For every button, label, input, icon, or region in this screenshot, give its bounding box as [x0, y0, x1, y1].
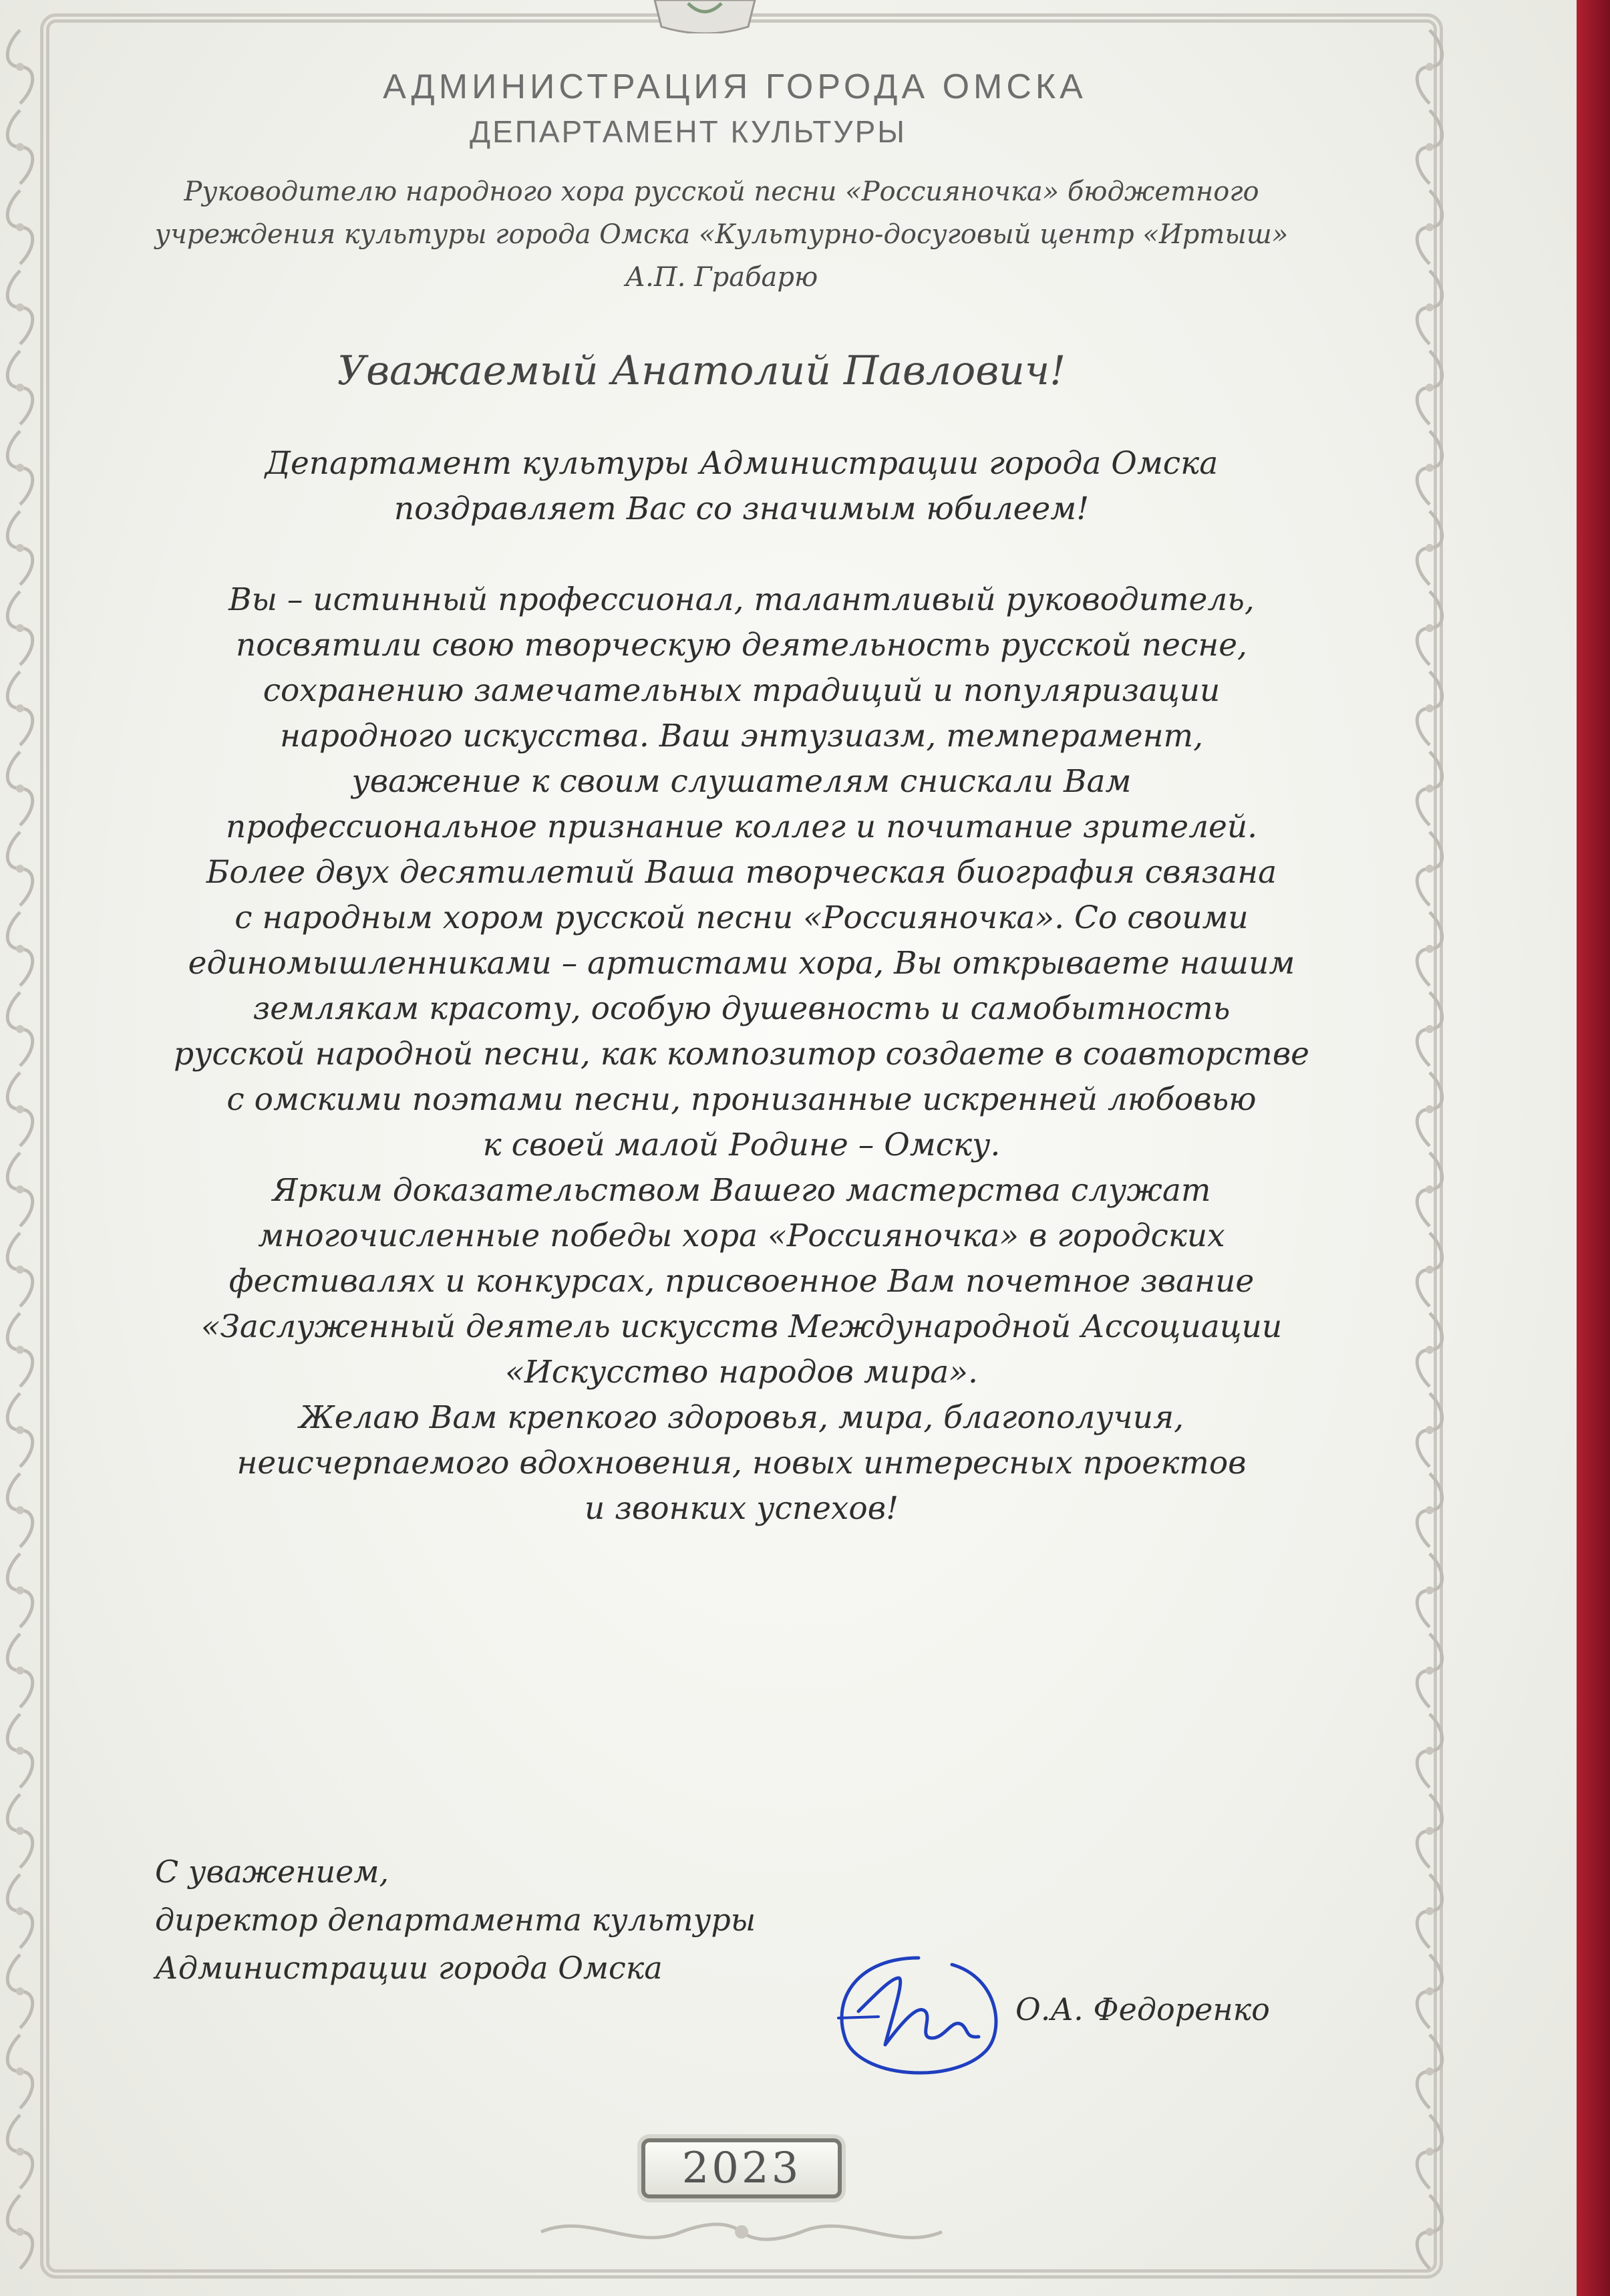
body-line: с народным хором русской песни «Россияночка». Со своими: [234, 899, 1249, 936]
closing-line: С уважением,: [155, 1854, 389, 1890]
department-name: ДЕПАРТАМЕНТ КУЛЬТУРЫ: [469, 114, 907, 149]
body-line: к своей малой Родине – Омску.: [482, 1127, 1001, 1163]
org-name: АДМИНИСТРАЦИЯ ГОРОДА ОМСКА: [383, 67, 1087, 106]
salutation: Уважаемый Анатолий Павлович!: [337, 347, 1066, 394]
closing-block: [155, 1848, 890, 1992]
body-line: многочисленные победы хора «Россияночка» в городских: [258, 1217, 1225, 1254]
addressee-block: [120, 170, 1323, 299]
body-line: Ярким доказательством Вашего мастерства служат: [272, 1172, 1211, 1209]
addressee-line: Руководителю народного хора русской песни «Россияночка» бюджетного: [184, 176, 1259, 207]
body-line: поздравляет Вас со значимым юбилеем!: [393, 490, 1090, 527]
closing-line: Администрации города Омска: [155, 1950, 663, 1986]
body-line: с омскими поэтами песни, пронизанные искренней любовью: [226, 1081, 1257, 1118]
body-line: профессиональное признание коллег и почитание зрителей.: [225, 809, 1258, 845]
signer-name: О.А. Федоренко: [1015, 1991, 1270, 2027]
body-line: и звонких успехов!: [585, 1490, 899, 1527]
handwritten-signature: [818, 1938, 1012, 2088]
bottom-ornament: [534, 2212, 949, 2252]
closing-line: директор департамента культуры: [155, 1902, 756, 1938]
cover-edge: [1577, 0, 1610, 2296]
letter-body: [120, 441, 1363, 1532]
body-line: сохранению замечательных традиций и популяризации: [263, 672, 1221, 709]
body-line: посвятили свою творческую деятельность русской песне,: [236, 627, 1247, 664]
body-line: «Искусство народов мира».: [505, 1354, 978, 1391]
body-line: русской народной песни, как композитор создаете в соавторстве: [174, 1036, 1309, 1072]
body-line: Вы – истинный профессионал, талантливый руководитель,: [228, 581, 1255, 618]
year-plate: 2023: [641, 2138, 842, 2198]
body-line: землякам красоту, особую душевность и самобытность: [253, 990, 1231, 1027]
body-line: народного искусства. Ваш энтузиазм, темперамент,: [279, 718, 1204, 754]
addressee-name: А.П. Грабарю: [625, 262, 818, 293]
body-line: единомышленниками – артистами хора, Вы открываете нашим: [188, 945, 1295, 982]
body-line: Департамент культуры Администрации города Омска: [265, 445, 1219, 482]
body-line: фестивалях и конкурсах, присвоенное Вам почетное звание: [228, 1263, 1255, 1300]
body-line: Более двух десятилетий Ваша творческая биография связана: [206, 854, 1277, 891]
body-line: неисчерпаемого вдохновения, новых интересных проектов: [236, 1445, 1247, 1481]
addressee-line: учреждения культуры города Омска «Культурно-досуговый центр «Иртыш»: [154, 219, 1289, 250]
body-line: «Заслуженный деятель искусств Международной Ассоциации: [200, 1308, 1283, 1345]
body-line: Желаю Вам крепкого здоровья, мира, благополучия,: [299, 1399, 1184, 1436]
body-line: уважение к своим слушателям снискали Вам: [351, 763, 1132, 800]
